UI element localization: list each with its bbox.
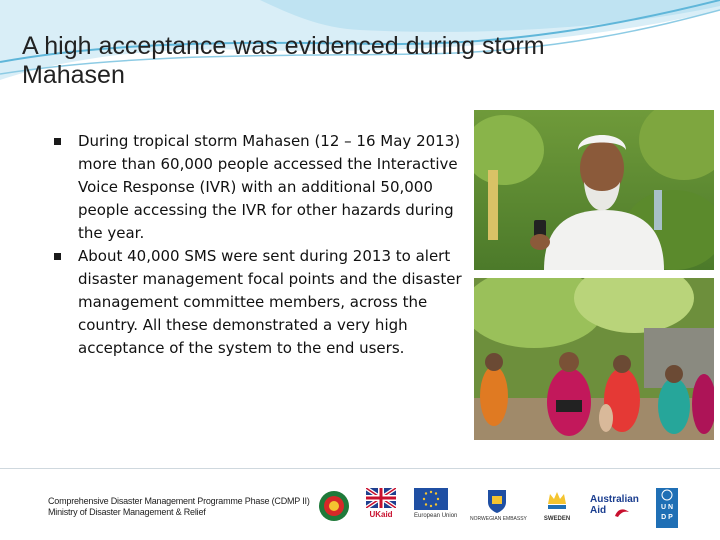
bullet-item — [50, 245, 470, 360]
sweden-logo — [540, 488, 574, 528]
ukaid-flag-icon — [366, 488, 396, 508]
footer-divider — [0, 468, 720, 469]
norway-label: NORWEGIAN EMBASSY — [470, 516, 527, 522]
slide-title: A high acceptance was evidenced during storm Mahasen — [22, 32, 545, 89]
bullet-text: About 40,000 SMS were sent during 2013 to alert disaster management focal points and the disaster management committee members, across the country. All these demonstrated a very high acceptance of the system to the end users. — [78, 247, 462, 357]
ministry-line: Ministry of Disaster Management & Relief — [48, 507, 206, 517]
square-bullet-icon — [54, 138, 61, 145]
ukaid-label: UKaid — [369, 510, 393, 519]
australian-aid-label-2: Aid — [590, 505, 607, 516]
photo-women-group — [474, 278, 714, 440]
sweden-crown-icon — [540, 488, 574, 514]
square-bullet-icon — [54, 253, 61, 260]
norway-logo — [470, 488, 527, 528]
undp-label-2: D P — [661, 514, 673, 521]
ukaid-logo — [366, 488, 396, 528]
australian-aid-logo — [590, 488, 644, 528]
undp-logo — [656, 488, 678, 528]
eu-logo — [414, 488, 458, 528]
bullet-item — [50, 130, 470, 245]
australian-aid-icon — [614, 506, 630, 518]
undp-label-1: U N — [660, 504, 674, 511]
sweden-label: SWEDEN — [543, 516, 571, 522]
norway-crest-icon — [470, 488, 524, 514]
photo-man-with-phone — [474, 110, 714, 270]
program-line: Comprehensive Disaster Management Programme Phase (CDMP II) — [48, 496, 310, 506]
bangladesh-emblem-icon — [318, 488, 350, 528]
australian-aid-label-1: Australian — [590, 494, 639, 505]
bullet-text: During tropical storm Mahasen (12 – 16 May 2013) more than 60,000 people accessed the Interactive Voice Response (IVR) with an additional 50,000 people accessing the IVR for other hazards during the year. — [78, 132, 461, 242]
footer-program-text — [48, 496, 310, 518]
eu-label: European Union — [414, 513, 458, 519]
eu-flag-icon — [414, 488, 448, 510]
bullet-list — [50, 130, 470, 360]
